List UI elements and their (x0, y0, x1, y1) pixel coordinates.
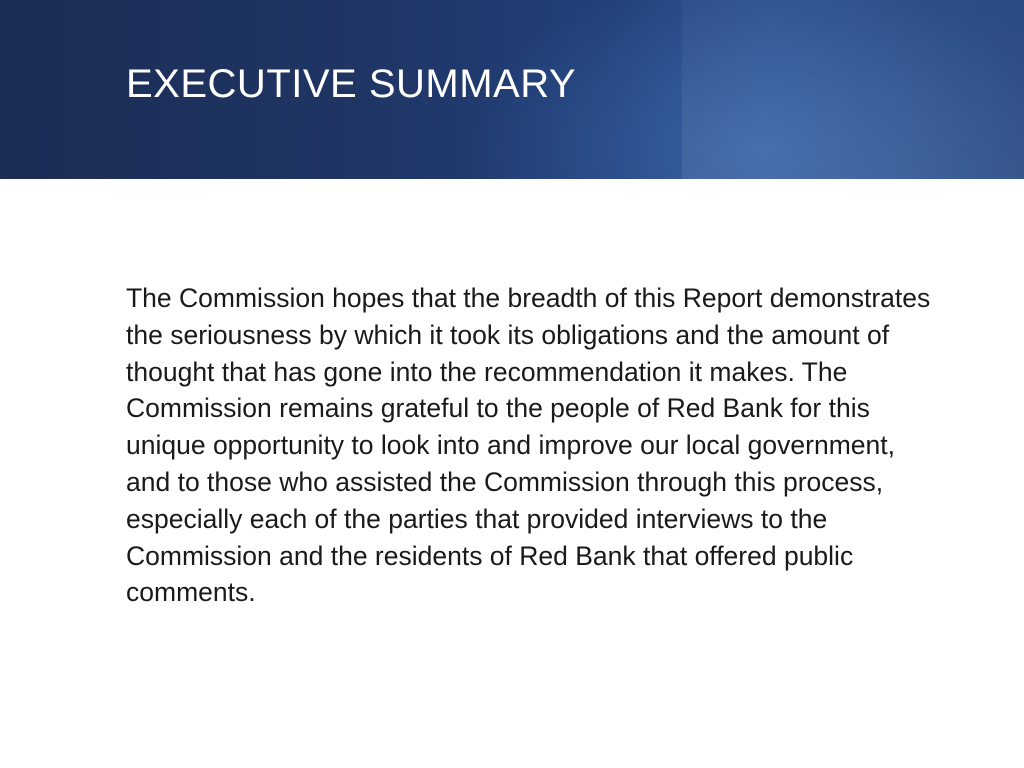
body-paragraph: The Commission hopes that the breadth of this Report demonstrates the seriousness by which it took its obligations and the amount of thought that has gone into the recommendation it makes. The Commission remains grateful to the people of Red Bank for this unique opportunity to look into and improve our local government, and to those who assisted the Commission through this process, especially each of the parties that provided interviews to the Commission and the residents of Red Bank that offered public comments. (126, 283, 931, 608)
banner-accent-panel (682, 0, 1024, 179)
title-banner (0, 0, 1024, 179)
slide-title: EXECUTIVE SUMMARY (126, 62, 577, 106)
